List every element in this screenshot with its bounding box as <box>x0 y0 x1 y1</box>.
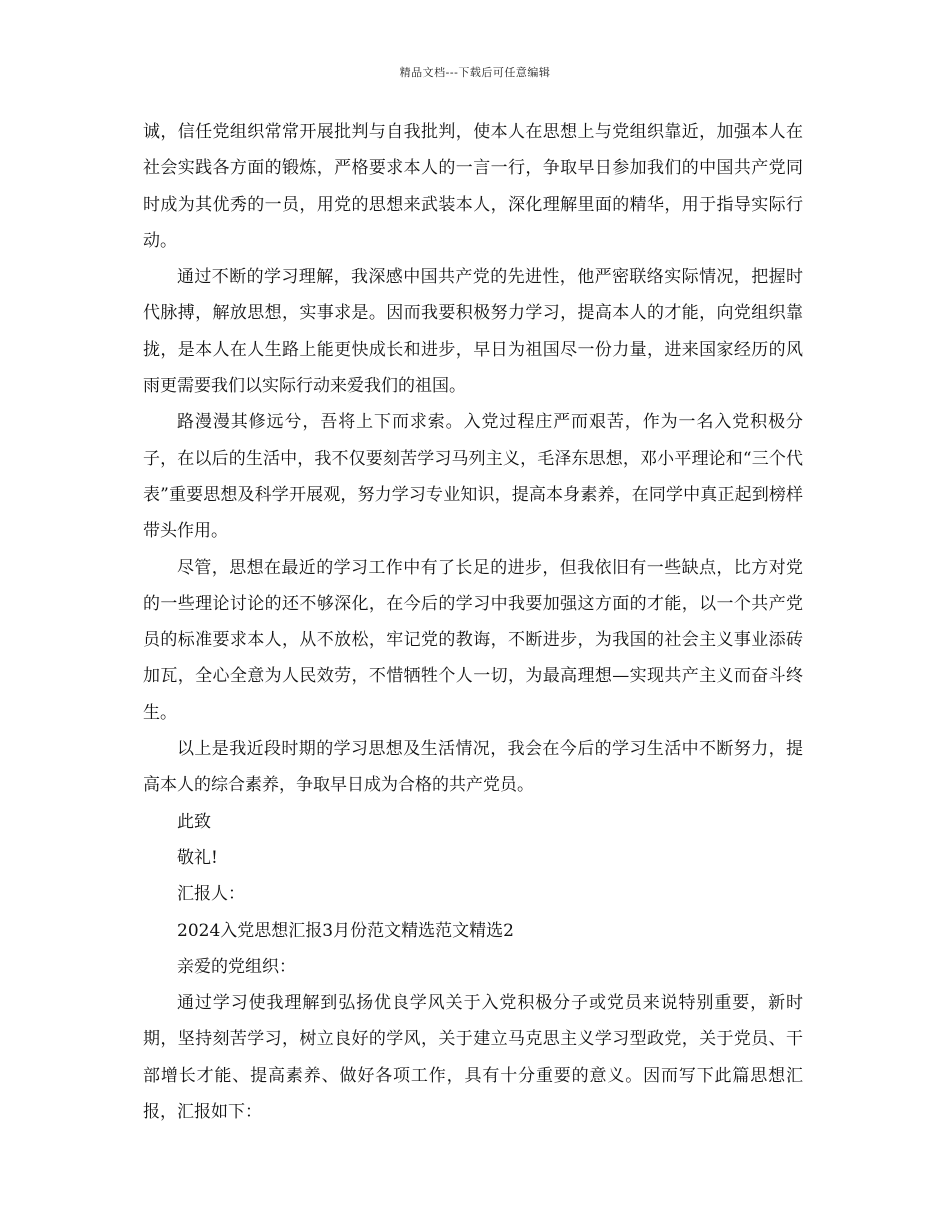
paragraph-continued: 诚，信任党组织常常开展批判与自我批判，使本人在思想上与党组织靠近，加强本人在社会实践各方面的锻炼，严格要求本人的一言一行，争取早日参加我们的中国共产党同时成为其优秀的一员，用党的思想来武装本人，深化理解里面的精华，用于指导实际行动。 <box>143 122 803 251</box>
salute-phrase: 敬礼! <box>177 847 218 868</box>
page-header: 精品文档---下载后可任意编辑 <box>399 66 551 79</box>
paragraph-long-road: 路漫漫其修远兮，吾将上下而求索。入党过程庄严而艰苦，作为一名入党积极分子，在以后的生活中，我不仅要刻苦学习马列主义，毛泽东思想，邓小平理论和“三个代表”重要思想及科学开展观，努力学习专业知识，提高本身素养，在同学中真正起到榜样带头作用。 <box>143 412 803 542</box>
reporter-label: 汇报人： <box>177 884 245 905</box>
closing-phrase: 此致 <box>177 811 211 832</box>
document-body <box>143 114 803 1130</box>
paragraph-shortcomings: 尽管，思想在最近的学习工作中有了长足的进步，但我依旧有一些缺点，比方对党的一些理论讨论的还不够深化，在今后的学习中我要加强这方面的才能，以一个共产党员的标准要求本人，从不放松，牢记党的教诲，不断进步，为我国的社会主义事业添砖加瓦，全心全意为人民效劳，不惜牺牲个人一切，为最高理想—实现共产主义而奋斗终生。 <box>143 557 803 723</box>
second-report-title: 2024入党思想汇报3月份范文精选范文精选2 <box>177 920 514 941</box>
paragraph-study-understanding: 通过不断的学习理解，我深感中国共产党的先进性，他严密联络实际情况，把握时代脉搏，解放思想，实事求是。因而我要积极努力学习，提高本人的才能，向党组织靠拢，是本人在人生路上能更快成长和进步，早日为祖国尽一份力量，进来国家经历的风雨更需要我们以实际行动来爱我们的祖国。 <box>143 267 803 397</box>
paragraph-summary: 以上是我近段时期的学习思想及生活情况，我会在今后的学习生活中不断努力，提高本人的综合素养，争取早日成为合格的共产党员。 <box>143 739 803 796</box>
second-report-greeting: 亲爱的党组织： <box>177 956 296 977</box>
paragraph-second-report-intro: 通过学习使我理解到弘扬优良学风关于入党积极分子或党员来说特别重要，新时期，坚持刻苦学习，树立良好的学风，关于建立马克思主义学习型政党，关于党员、干部增长才能、提高素养、做好各项工作，具有十分重要的意义。因而写下此篇思想汇报，汇报如下： <box>143 993 803 1123</box>
